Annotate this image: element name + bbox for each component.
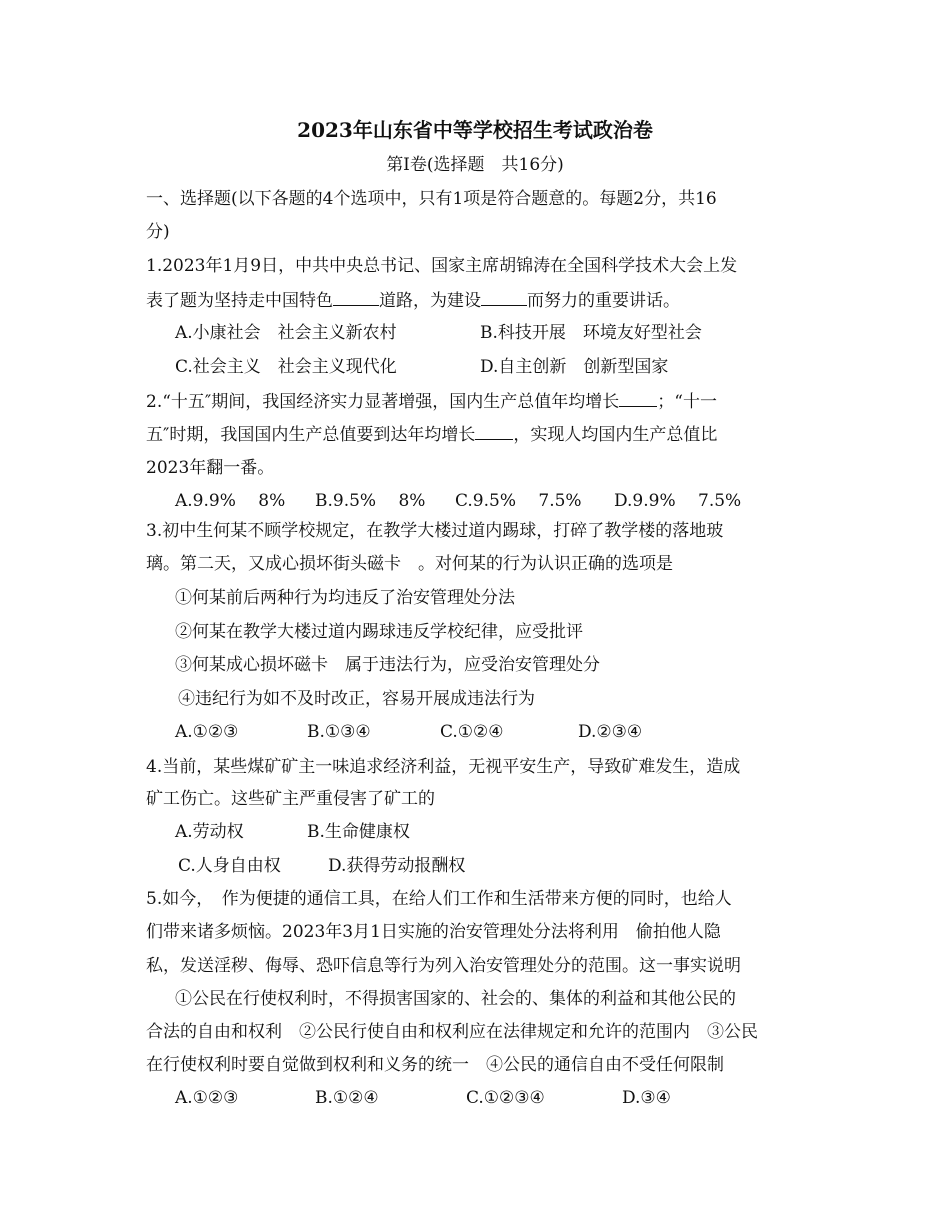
instructions-line-2: 分): [146, 222, 170, 242]
q4-option-b: B.生命健康权: [307, 822, 410, 842]
instructions-line-1: 一、选择题(以下各题的4个选项中，只有1项是符合题意的。每题2分，共16: [146, 189, 717, 209]
q2-option-a: A.9.9% 8%: [175, 491, 286, 511]
answer-blank: [333, 289, 379, 306]
q1-option-a: A.小康社会 社会主义新农村: [175, 323, 397, 343]
q2-text-a: 2.“十五″期间，我国经济实力显著增强，国内生产总值年均增长: [146, 392, 620, 412]
q5-option-a: A.①②③: [175, 1088, 239, 1108]
q2-text-d: ，实现人均国内生产总值比: [513, 425, 718, 445]
q3-line-2: 璃。第二天，又成心损坏街头磁卡 。对何某的行为认识正确的选项是: [146, 554, 673, 574]
q3-option-a: A.①②③: [175, 722, 239, 742]
q3-option-b: B.①③④: [307, 722, 371, 742]
q5-line-4: ①公民在行使权利时，不得损害国家的、社会的、集体的利益和其他公民的: [175, 989, 736, 1009]
q2-text-b: ；“十一: [657, 392, 717, 412]
q1-option-b: B.科技开展 环境友好型社会: [480, 323, 702, 343]
q5-line-2: 们带来诸多烦恼。2023年3月1日实施的治安管理处分法将利用 偷拍他人隐: [146, 922, 721, 942]
q1-text-a: 表了题为坚持走中国特色: [146, 291, 333, 311]
q4-line-2: 矿工伤亡。这些矿主严重侵害了矿工的: [146, 789, 435, 809]
q3-statement-1: ①何某前后两种行为均违反了治安管理处分法: [175, 588, 515, 608]
q1-line-2: [146, 289, 680, 312]
q5-line-6: 在行使权利时要自觉做到权利和义务的统一 ④公民的通信自由不受任何限制: [146, 1055, 724, 1075]
answer-blank: [475, 423, 513, 440]
q3-option-c: C.①②④: [440, 722, 504, 742]
q4-option-a: A.劳动权: [175, 822, 244, 842]
answer-blank: [619, 390, 657, 407]
q4-option-d: D.获得劳动报酬权: [328, 856, 466, 876]
q2-text-c: 五″时期，我国国内生产总值要到达年均增长: [146, 425, 476, 445]
q2-line-2: [146, 423, 717, 446]
q3-statement-4: ④违纪行为如不及时改正，容易开展成违法行为: [178, 689, 535, 709]
q1-option-c: C.社会主义 社会主义现代化: [175, 357, 397, 377]
q5-line-5: 合法的自由和权利 ②公民行使自由和权利应在法律规定和允许的范围内 ③公民: [146, 1022, 758, 1042]
q1-text-b: 道路，为建设: [379, 291, 481, 311]
answer-blank: [481, 289, 527, 306]
q5-line-3: 私，发送淫秽、侮辱、恐吓信息等行为列入治安管理处分的范围。这一事实说明: [146, 956, 741, 976]
q1-text-c: 而努力的重要讲话。: [527, 291, 680, 311]
q5-option-c: C.①②③④: [466, 1088, 545, 1108]
q5-line-1: 5.如今， 作为便捷的通信工具，在给人们工作和生活带来方便的同时，也给人: [146, 889, 732, 909]
q1-option-d: D.自主创新 创新型国家: [480, 357, 669, 377]
section-subtitle: 第Ⅰ卷(选择题 共16分): [386, 155, 564, 175]
q2-option-c: C.9.5% 7.5%: [455, 491, 582, 511]
q4-option-c: C.人身自由权: [178, 856, 281, 876]
q2-line-1: [146, 390, 717, 413]
q2-line-3: 2023年翻一番。: [146, 458, 275, 478]
q3-option-d: D.②③④: [578, 722, 643, 742]
q5-option-d: D.③④: [622, 1088, 671, 1108]
q4-line-1: 4.当前，某些煤矿矿主一味追求经济利益，无视平安生产，导致矿难发生，造成: [146, 757, 741, 777]
q3-statement-2: ②何某在教学大楼过道内踢球违反学校纪律，应受批评: [175, 622, 583, 642]
q2-option-d: D.9.9% 7.5%: [614, 491, 742, 511]
q5-option-b: B.①②④: [315, 1088, 379, 1108]
page-title: 2023年山东省中等学校招生考试政治卷: [297, 118, 653, 142]
q1-line-1: 1.2023年1月9日，中共中央总书记、国家主席胡锦涛在全国科学技术大会上发: [146, 256, 738, 276]
q3-line-1: 3.初中生何某不顾学校规定，在教学大楼过道内踢球，打碎了教学楼的落地玻: [146, 521, 724, 541]
q2-option-b: B.9.5% 8%: [315, 491, 426, 511]
q3-statement-3: ③何某成心损坏磁卡 属于违法行为，应受治安管理处分: [175, 655, 600, 675]
